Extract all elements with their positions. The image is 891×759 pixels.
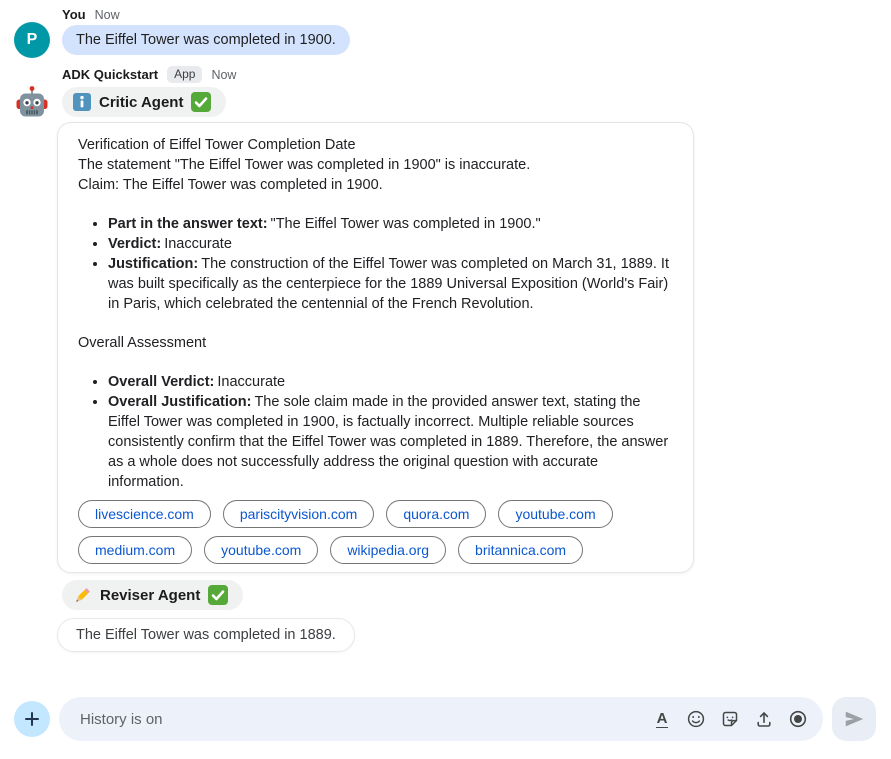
reviser-message-bubble: The Eiffel Tower was completed in 1889. <box>57 618 355 652</box>
list-item <box>108 214 673 234</box>
timestamp: Now <box>211 67 237 82</box>
info-icon <box>73 93 91 111</box>
sticker-button[interactable] <box>713 702 747 736</box>
agent-name: Reviser Agent <box>100 586 201 604</box>
card-statement: The statement "The Eiffel Tower was completed in 1900" is inaccurate. <box>78 157 531 173</box>
avatar-gutter <box>0 6 62 58</box>
app-message-row <box>0 66 891 652</box>
message-input[interactable] <box>78 710 645 729</box>
critic-result-card <box>57 122 694 573</box>
sender-name: You <box>62 7 86 22</box>
claim-bullet-list <box>78 214 673 314</box>
avatar-gutter <box>0 66 62 652</box>
avatar: P <box>14 22 50 58</box>
send-icon <box>843 708 865 730</box>
bullet-label: Part in the answer text: <box>108 216 268 232</box>
source-chip[interactable]: youtube.com <box>204 536 318 564</box>
card-title: Verification of Eiffel Tower Completion Date <box>78 137 356 153</box>
user-message-row <box>0 6 891 58</box>
timestamp: Now <box>94 7 120 22</box>
check-icon <box>191 92 211 112</box>
emoji-icon <box>686 709 706 729</box>
bullet-label: Overall Justification: <box>108 394 252 410</box>
send-button[interactable] <box>832 697 876 741</box>
record-button[interactable] <box>781 702 815 736</box>
message-input-pill[interactable] <box>59 697 823 741</box>
bullet-text: "The Eiffel Tower was completed in 1900." <box>270 216 541 232</box>
section-title: Overall Assessment <box>78 335 207 351</box>
bullet-label: Verdict: <box>108 236 162 252</box>
source-chip[interactable]: pariscityvision.com <box>223 500 374 528</box>
format-button[interactable] <box>645 702 679 736</box>
emoji-button[interactable] <box>679 702 713 736</box>
source-chip[interactable]: britannica.com <box>458 536 583 564</box>
source-chip[interactable]: quora.com <box>386 500 486 528</box>
overall-bullet-list <box>78 372 673 492</box>
user-message-bubble: The Eiffel Tower was completed in 1900. <box>62 25 350 55</box>
check-icon <box>208 585 228 605</box>
compose-bar <box>0 697 891 759</box>
bullet-label: Overall Verdict: <box>108 374 215 390</box>
list-item <box>108 234 673 254</box>
message-meta <box>62 66 891 83</box>
pencil-icon <box>73 586 92 605</box>
format-icon: A <box>656 709 668 727</box>
bullet-text: The sole claim made in the provided answer text, stating the Eiffel Tower was completed in 1900, is factually incorrect. Multiple reliable sources consistently confirm that the Eiffel Tower was completed in 1889. Therefore, the answer as a whole does not successfully address the original question with accurate information. <box>108 394 669 490</box>
robot-avatar <box>14 84 50 120</box>
bullet-text: Inaccurate <box>217 374 286 390</box>
source-chip[interactable]: youtube.com <box>498 500 612 528</box>
sender-name: ADK Quickstart <box>62 67 159 82</box>
critic-agent-header <box>62 87 226 117</box>
bullet-label: Justification: <box>108 256 199 272</box>
upload-icon <box>754 709 774 729</box>
source-chip[interactable]: wikipedia.org <box>330 536 446 564</box>
message-meta <box>62 6 891 23</box>
list-item <box>108 372 673 392</box>
bullet-text: The construction of the Eiffel Tower was completed on March 31, 1889. It was built specifically as the centerpiece for the 1889 Universal Exposition (World's Fair) in Paris, which celebrated the centennial of the French Revolution. <box>108 256 669 312</box>
agent-name: Critic Agent <box>99 93 184 111</box>
plus-icon <box>23 710 41 728</box>
source-chip[interactable]: livescience.com <box>78 500 211 528</box>
app-badge: App <box>167 66 202 83</box>
reviser-agent-header <box>62 580 243 610</box>
source-chip-list <box>78 500 673 564</box>
card-claim: Claim: The Eiffel Tower was completed in 1900. <box>78 177 383 193</box>
upload-button[interactable] <box>747 702 781 736</box>
source-chip[interactable]: medium.com <box>78 536 192 564</box>
list-item <box>108 254 673 314</box>
list-item <box>108 392 673 492</box>
record-icon <box>788 709 808 729</box>
plus-button[interactable] <box>14 701 50 737</box>
sticker-icon <box>720 709 740 729</box>
bullet-text: Inaccurate <box>164 236 232 252</box>
robot-icon <box>14 84 50 120</box>
